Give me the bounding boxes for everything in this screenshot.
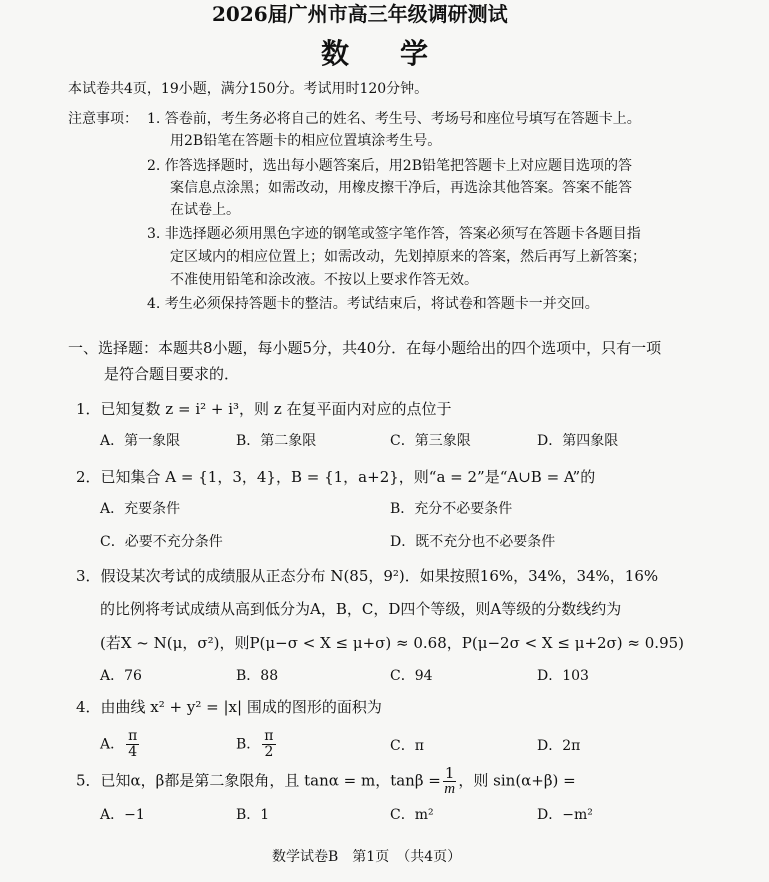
- q5-option-d: D．−m²: [537, 807, 593, 823]
- q4-option-c: C．π: [390, 738, 424, 754]
- page-footer: 数学试卷B 第1页 （共4页）: [272, 849, 462, 865]
- q4-option-b: [236, 729, 278, 760]
- q2-option-b: B．充分不必要条件: [390, 501, 513, 517]
- q1-option-b: B．第二象限: [236, 433, 317, 449]
- subject-char-1: 数: [321, 37, 352, 70]
- q5-fraction: [443, 766, 457, 797]
- question-3-line: 3．假设某次考试的成绩服从正态分布 N(85，9²)．如果按照16%，34%，34%，16%: [76, 567, 659, 585]
- question-3-line: (若X ~ N(μ，σ²)，则P(μ−σ < X ≤ μ+σ) ≈ 0.68，P(μ−2σ < X ≤ μ+2σ) ≈ 0.95): [100, 634, 685, 652]
- note-line: 案信息点涂黑；如需改动，用橡皮擦干净后，再选涂其他答案。答案不能答: [170, 180, 632, 196]
- exam-intro: 本试卷共4页，19小题，满分150分。考试用时120分钟。: [68, 81, 429, 97]
- fraction-denominator: m: [444, 781, 456, 797]
- note-line: 2. 作答选择题时，选出每小题答案后，用2B铅笔把答题卡上对应题目选项的答: [147, 158, 633, 174]
- note-line: 3. 非选择题必须用黑色字迹的钢笔或签字笔作答，答案必须写在答题卡各题目指: [147, 226, 641, 242]
- q2-option-c: C．必要不充分条件: [100, 534, 223, 550]
- note-line: 不准使用铅笔和涂改液。不按以上要求作答无效。: [170, 272, 478, 288]
- q1-option-d: D．第四象限: [537, 433, 619, 449]
- fraction-numerator: 1: [444, 764, 455, 782]
- q4-option-d: D．2π: [537, 738, 581, 754]
- question-4-stem: 4．由曲线 x² + y² = |x| 围成的图形的面积为: [76, 698, 382, 716]
- fraction-numerator: π: [264, 728, 274, 744]
- question-5-stem: [76, 766, 576, 797]
- fraction-denominator: 2: [264, 744, 274, 760]
- section-heading: 一、选择题：本题共8小题，每小题5分，共40分．在每小题给出的四个选项中，只有一项: [68, 339, 662, 357]
- note-line: 1. 答卷前，考生务必将自己的姓名、考生号、考场号和座位号填写在答题卡上。: [147, 111, 641, 127]
- fraction-numerator: π: [128, 728, 138, 744]
- q5-option-c: C．m²: [390, 807, 434, 823]
- q1-option-c: C．第三象限: [390, 433, 471, 449]
- note-line: 用2B铅笔在答题卡的相应位置填涂考生号。: [170, 133, 442, 149]
- note-line: 4. 考生必须保持答题卡的整洁。考试结束后，将试卷和答题卡一并交回。: [147, 296, 599, 312]
- notes-label: 注意事项：: [68, 111, 138, 127]
- q3-option-d: D．103: [537, 668, 589, 684]
- fraction-denominator: 4: [128, 744, 138, 760]
- q4-option-a: [100, 729, 141, 760]
- note-line: 定区域内的相应位置上；如需改动，先划掉原来的答案，然后再写上新答案；: [170, 249, 646, 265]
- subject-char-2: 学: [400, 37, 431, 70]
- q3-option-a: A．76: [100, 668, 142, 684]
- q5-option-a: A．−1: [100, 807, 145, 823]
- note-line: 在试卷上。: [170, 202, 240, 218]
- q4-option-b-label: B．: [236, 736, 261, 753]
- question-3-line: 的比例将考试成绩从高到低分为A，B，C，D四个等级，则A等级的分数线约为: [100, 600, 622, 618]
- q1-option-a: A．第一象限: [100, 433, 181, 449]
- q5-stem-pre: 5．已知α，β都是第二象限角，且 tanα = m，tanβ =: [76, 771, 441, 790]
- q3-option-c: C．94: [390, 668, 433, 684]
- q4-option-a-fraction: [126, 729, 139, 760]
- q5-stem-post: ，则 sin(α+β) =: [458, 771, 576, 790]
- q2-option-a: A．充要条件: [100, 501, 181, 517]
- q3-option-b: B．88: [236, 668, 279, 684]
- question-2-stem: 2．已知集合 A = {1，3，4}，B = {1，a+2}，则“a = 2”是“A∪B = A”的: [76, 468, 596, 486]
- q2-option-d: D．既不充分也不必要条件: [390, 534, 556, 550]
- q5-option-b: B．1: [236, 807, 270, 823]
- question-1-stem: 1．已知复数 z = i² + i³，则 z 在复平面内对应的点位于: [76, 400, 452, 418]
- q4-option-a-label: A．: [100, 736, 125, 753]
- q4-option-b-fraction: [262, 729, 275, 760]
- section-heading-cont: 是符合题目要求的．: [104, 365, 240, 383]
- exam-title: 2026届广州市高三年级调研测试: [212, 2, 508, 26]
